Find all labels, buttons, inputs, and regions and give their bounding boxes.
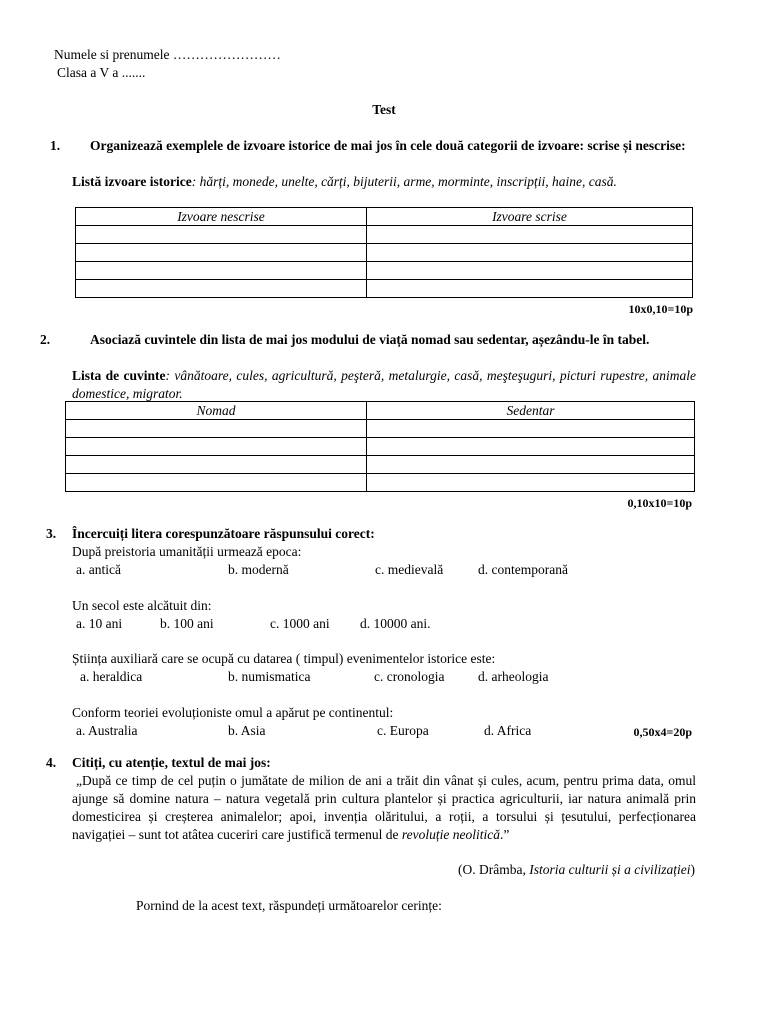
table-row <box>66 474 695 492</box>
q3-item-2-question: Un secol este alcătuit din: <box>72 598 212 613</box>
answer-cell[interactable] <box>76 226 367 244</box>
answer-cell[interactable] <box>367 438 695 456</box>
answer-cell[interactable] <box>367 280 693 298</box>
q2-list <box>72 367 696 403</box>
q3-item-4-question: Conform teoriei evoluționiste omul a apărut pe continentul: <box>72 705 394 720</box>
q3-item-2-option-c[interactable]: c. 1000 ani <box>270 616 330 631</box>
answer-cell[interactable] <box>367 262 693 280</box>
q2-points: 0,10x10=10p <box>627 496 692 510</box>
table-row <box>66 456 695 474</box>
q3-item-1-option-c[interactable]: c. medievală <box>375 562 444 577</box>
q3-item-3-option-a[interactable]: a. heraldica <box>80 669 143 684</box>
q3-number: 3. <box>46 526 57 541</box>
q3-item-2-option-d[interactable]: d. 10000 ani. <box>360 616 431 631</box>
answer-cell[interactable] <box>367 244 693 262</box>
q1-col-header-unwritten: Izvoare nescrise <box>76 208 367 226</box>
q1-list-items: : hărți, monede, unelte, cărți, bijuterii, arme, morminte, inscripții, haine, casă. <box>191 174 617 189</box>
q3-item-4-option-d[interactable]: d. Africa <box>484 723 532 738</box>
q1-list-label: Listă izvoare istorice <box>72 174 192 189</box>
q3-item-3-option-c[interactable]: c. cronologia <box>374 669 445 684</box>
q4-quote <box>72 772 696 844</box>
q1-col-header-written: Izvoare scrise <box>367 208 693 226</box>
table-row <box>66 438 695 456</box>
q4-number: 4. <box>46 755 57 770</box>
q1-points: 10x0,10=10p <box>628 302 693 316</box>
table-row <box>76 226 693 244</box>
answer-cell[interactable] <box>367 226 693 244</box>
answer-cell[interactable] <box>76 280 367 298</box>
q1-number: 1. <box>50 138 61 153</box>
q3-item-1-question: După preistoria umanității urmează epoca: <box>72 544 302 559</box>
table-row <box>76 244 693 262</box>
answer-cell[interactable] <box>66 438 367 456</box>
q2-col-header-nomad: Nomad <box>66 402 367 420</box>
q4-source-title: Istoria culturii și a civilizației <box>529 862 691 877</box>
q3-points: 0,50x4=20p <box>633 725 692 739</box>
q3-item-2-option-b[interactable]: b. 100 ani <box>160 616 214 631</box>
q1-title: Organizează exemplele de izvoare istorice de mai jos în cele două categorii de izvoare: scrise și nescrise: <box>90 138 686 153</box>
q3-item-4-option-b[interactable]: b. Asia <box>228 723 266 738</box>
q3-item-3-option-d[interactable]: d. arheologia <box>478 669 549 684</box>
table-row <box>76 280 693 298</box>
class-line: Clasa a V a ....... <box>57 65 146 80</box>
answer-cell[interactable] <box>66 420 367 438</box>
q4-title: Citiți, cu atenție, textul de mai jos: <box>72 755 271 770</box>
q2-col-header-sedentary: Sedentar <box>367 402 695 420</box>
answer-cell[interactable] <box>367 456 695 474</box>
table-row <box>76 262 693 280</box>
q4-quote-text: „După ce timp de cel puțin o jumătate de milion de ani a trăit din vânat și cules, acum, pentru prima data, omul ajunge să domine natura – natura vegetală prin cultura plantelor și practica agriculturii, iar natura animală prin domesticirea și creșterea animalelor; apoi, invenția olăritului, a roții, a torsului și țesutului, perfecționarea navigației – sunt tot atâtea cuceriri care justifică termenul de <box>72 773 696 842</box>
q4-source-suffix: ) <box>690 862 695 877</box>
student-name-line: Numele si prenumele …………………… <box>54 47 281 62</box>
answer-cell[interactable] <box>367 420 695 438</box>
page-title: Test <box>372 102 396 117</box>
q4-source-prefix: (O. Drâmba, <box>458 862 530 877</box>
q3-item-1-option-a[interactable]: a. antică <box>76 562 121 577</box>
q4-quote-end: .” <box>499 827 510 842</box>
q2-table <box>65 401 695 492</box>
q2-title: Asociază cuvintele din lista de mai jos modului de viață nomad sau sedentar, așezându-le în tabel. <box>90 332 650 347</box>
q3-item-1-option-d[interactable]: d. contemporană <box>478 562 568 577</box>
answer-cell[interactable] <box>367 474 695 492</box>
q4-quote-term: revoluție neolitică <box>401 827 500 842</box>
q3-item-2-option-a[interactable]: a. 10 ani <box>76 616 123 631</box>
q3-item-3-question: Știința auxiliară care se ocupă cu datarea ( timpul) evenimentelor istorice este: <box>72 651 496 666</box>
table-row <box>66 420 695 438</box>
q3-title: Încercuiți litera corespunzătoare răspunsului corect: <box>72 526 375 541</box>
q2-number: 2. <box>40 332 51 347</box>
q3-item-4-option-c[interactable]: c. Europa <box>377 723 429 738</box>
q3-item-1-option-b[interactable]: b. modernă <box>228 562 289 577</box>
q2-list-items: : vânătoare, cules, agricultură, peşteră, metalurgie, casă, meşteşuguri, picturi rupestre, animale domestice, migrator. <box>72 368 696 401</box>
q1-table <box>75 207 693 298</box>
table-row <box>76 208 693 226</box>
q1-list <box>72 173 696 191</box>
q3-item-4-option-a[interactable]: a. Australia <box>76 723 138 738</box>
q2-list-label: Lista de cuvinte <box>72 368 166 383</box>
answer-cell[interactable] <box>76 262 367 280</box>
answer-cell[interactable] <box>66 474 367 492</box>
answer-cell[interactable] <box>76 244 367 262</box>
q3-item-3-option-b[interactable]: b. numismatica <box>228 669 311 684</box>
table-row <box>66 402 695 420</box>
q4-instruction: Pornind de la acest text, răspundeți următoarelor cerințe: <box>136 898 442 913</box>
q4-source <box>300 861 695 879</box>
answer-cell[interactable] <box>66 456 367 474</box>
